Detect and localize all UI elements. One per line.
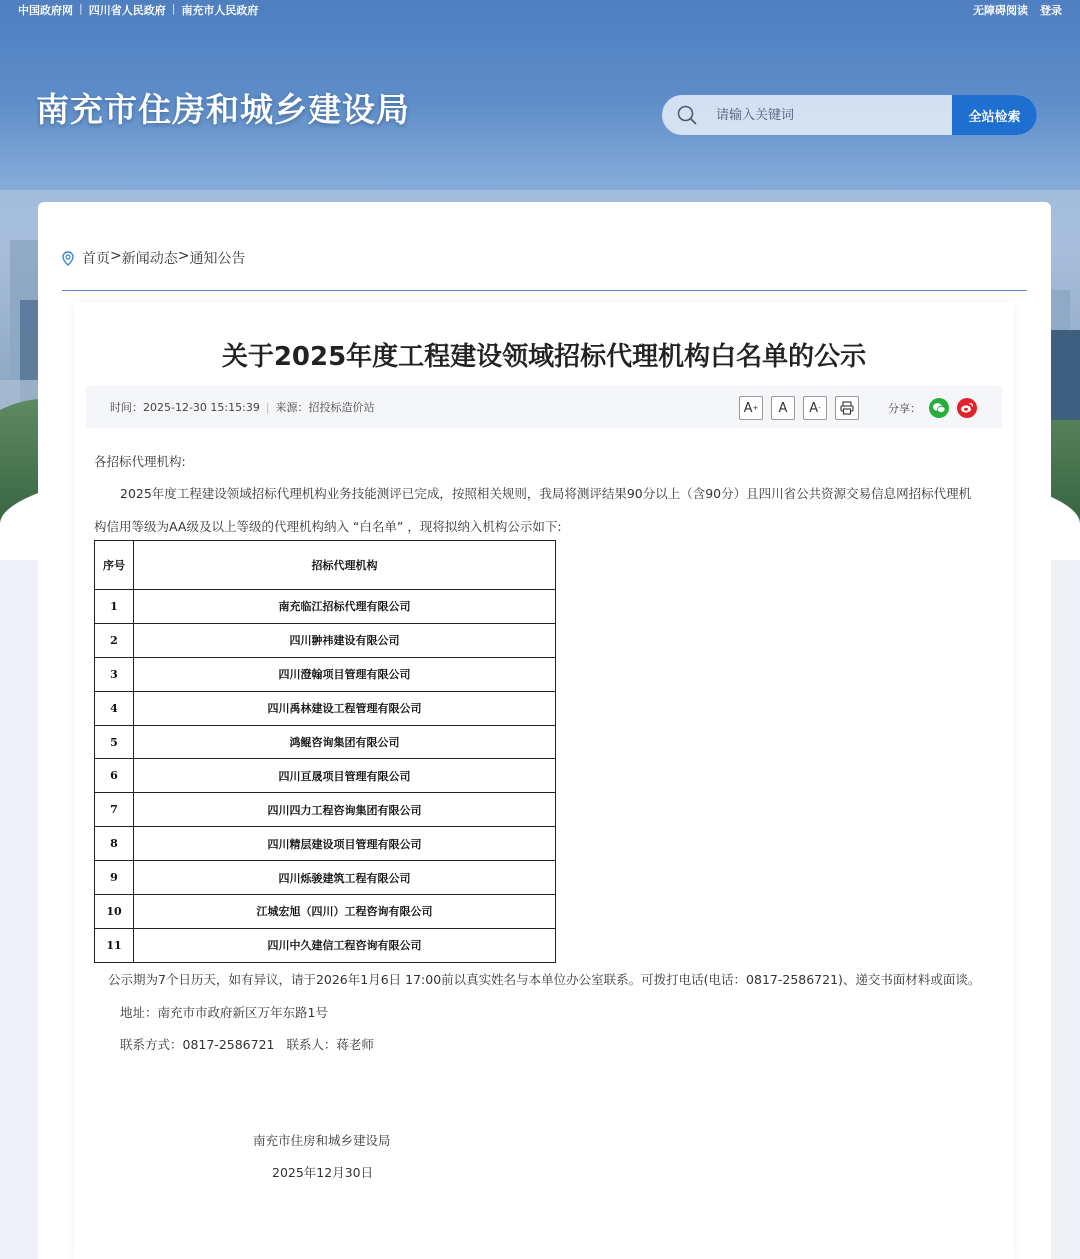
table-cell: 10 bbox=[95, 895, 134, 929]
table-row bbox=[95, 623, 556, 657]
table-cell: 鸿鲲咨询集团有限公司 bbox=[134, 725, 556, 759]
search-input[interactable] bbox=[712, 95, 952, 135]
table-cell: 4 bbox=[95, 691, 134, 725]
weibo-share-button[interactable] bbox=[957, 398, 977, 418]
font-decrease-button[interactable]: A - bbox=[803, 396, 827, 420]
link-sichuan-gov[interactable]: 四川省人民政府 bbox=[88, 4, 166, 17]
table-cell: 四川禹林建设工程管理有限公司 bbox=[134, 691, 556, 725]
print-icon bbox=[840, 401, 854, 415]
weibo-icon bbox=[960, 402, 974, 414]
table-cell: 3 bbox=[95, 657, 134, 691]
table-row bbox=[95, 793, 556, 827]
site-title[interactable]: 南充市住房和城乡建设局 bbox=[36, 90, 410, 129]
table-row bbox=[95, 861, 556, 895]
breadcrumb-notices[interactable]: 通知公告 bbox=[189, 251, 246, 267]
contact-text: 联系方式：0817-2586721 联系人：蒋老师 bbox=[120, 1037, 374, 1052]
paragraph-line: 构信用等级为AA级及以上等级的代理机构纳入 “白名单” ，现将拟纳入机构公示如下: bbox=[94, 519, 562, 534]
table-header-cell: 序号 bbox=[95, 541, 134, 590]
whitelist-table bbox=[94, 540, 556, 963]
table-row bbox=[95, 725, 556, 759]
share-bar bbox=[888, 398, 977, 418]
table-cell: 江城宏旭（四川）工程咨询有限公司 bbox=[134, 895, 556, 929]
breadcrumb-separator: > bbox=[177, 248, 190, 264]
table-cell: 四川四力工程咨询集团有限公司 bbox=[134, 793, 556, 827]
location-pin-icon bbox=[62, 251, 74, 266]
article-title: 关于2025年度工程建设领域招标代理机构白名单的公示 bbox=[221, 342, 867, 372]
publish-time: 时间：2025-12-30 15:15:39 bbox=[110, 401, 260, 414]
table-header-cell: 招标代理机构 bbox=[134, 541, 556, 590]
wechat-icon bbox=[932, 402, 946, 414]
table-cell: 9 bbox=[95, 861, 134, 895]
table-row bbox=[95, 657, 556, 691]
table-cell: 7 bbox=[95, 793, 134, 827]
table-cell: 四川澄翰项目管理有限公司 bbox=[134, 657, 556, 691]
table-row bbox=[95, 827, 556, 861]
table-cell: 四川精层建设项目管理有限公司 bbox=[134, 827, 556, 861]
table-cell: 5 bbox=[95, 725, 134, 759]
table-cell: 8 bbox=[95, 827, 134, 861]
table-cell: 1 bbox=[95, 590, 134, 624]
separator: | bbox=[171, 2, 176, 15]
table-row bbox=[95, 895, 556, 929]
separator: | bbox=[79, 2, 83, 15]
table-cell: 11 bbox=[95, 928, 134, 962]
table-row bbox=[95, 759, 556, 793]
signature-org: 南充市住房和城乡建设局 bbox=[253, 1133, 391, 1148]
font-tools bbox=[739, 396, 859, 420]
table-cell: 南充临江招标代理有限公司 bbox=[134, 590, 556, 624]
search-button[interactable]: 全站检索 bbox=[952, 95, 1037, 135]
login-link[interactable]: 登录 bbox=[1040, 4, 1062, 17]
breadcrumb-news[interactable]: 新闻动态 bbox=[121, 251, 178, 267]
table-cell: 四川中久建信工程咨询有限公司 bbox=[134, 928, 556, 962]
search-bar bbox=[662, 95, 1037, 135]
share-label: 分享： bbox=[888, 402, 921, 415]
table-cell: 四川翀祎建设有限公司 bbox=[134, 623, 556, 657]
search-icon bbox=[662, 95, 712, 135]
link-nanchong-gov[interactable]: 南充市人民政府 bbox=[181, 4, 259, 17]
salutation: 各招标代理机构: bbox=[94, 454, 186, 469]
address-text: 地址：南充市市政府新区万年东路1号 bbox=[120, 1005, 328, 1020]
article-meta-bar bbox=[86, 386, 1002, 428]
paragraph-line: 2025年度工程建设领域招标代理机构业务技能测评已完成，按照相关规则，我局将测评结果90分以上（含90分）且四川省公共资源交易信息网招标代理机 bbox=[120, 486, 972, 501]
accessibility-link[interactable]: 无障碍阅读 bbox=[973, 4, 1028, 17]
font-reset-button[interactable]: A bbox=[771, 396, 795, 420]
wechat-share-button[interactable] bbox=[929, 398, 949, 418]
breadcrumb-separator: > bbox=[110, 248, 122, 264]
table-row bbox=[95, 590, 556, 624]
content-card bbox=[38, 202, 1051, 1259]
table-cell: 6 bbox=[95, 759, 134, 793]
table-cell: 2 bbox=[95, 623, 134, 657]
table-row bbox=[95, 691, 556, 725]
link-central-gov[interactable]: 中国政府网 bbox=[18, 4, 73, 17]
top-links-bar bbox=[0, 0, 1080, 20]
print-button[interactable] bbox=[835, 396, 859, 420]
table-cell: 四川亘晟项目管理有限公司 bbox=[134, 759, 556, 793]
article-panel bbox=[74, 302, 1014, 1259]
article-source: 来源：招投标造价站 bbox=[275, 401, 375, 414]
notice-text: 公示期为7个日历天，如有异议，请于2026年1月6日 17:00前以真实姓名与本单位办公室联系。可拨打电话(电话：0817-2586721)、递交书面材料或面谈。 bbox=[108, 972, 981, 987]
breadcrumb bbox=[62, 248, 245, 268]
breadcrumb-divider bbox=[62, 290, 1027, 291]
table-row bbox=[95, 928, 556, 962]
signature-date: 2025年12月30日 bbox=[272, 1165, 374, 1180]
separator: | bbox=[265, 400, 270, 414]
font-increase-button[interactable]: A + bbox=[739, 396, 763, 420]
table-header-row bbox=[95, 541, 556, 590]
breadcrumb-home[interactable]: 首页 bbox=[82, 251, 110, 267]
table-cell: 四川烁骏建筑工程有限公司 bbox=[134, 861, 556, 895]
